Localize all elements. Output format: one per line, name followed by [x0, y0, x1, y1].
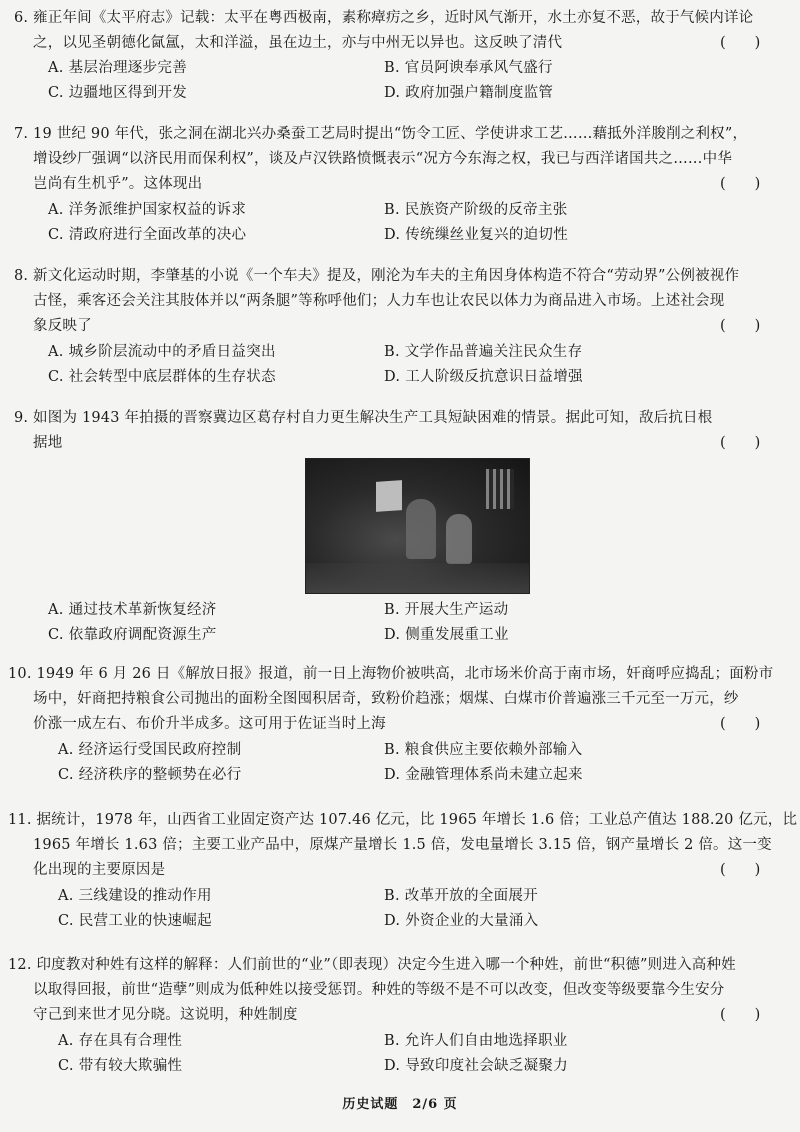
option-d: D. 工人阶级反抗意识日益增强 — [384, 369, 583, 385]
historical-photo — [305, 458, 530, 594]
option-b: B. 文学作品普遍关注民众生存 — [384, 344, 583, 360]
photo-window — [486, 469, 514, 509]
option-d: D. 侧重发展重工业 — [384, 627, 509, 643]
option-c: C. 依靠政府调配资源生产 — [48, 627, 217, 643]
question-8-line-2: 古怪，乘客还会关注其肢体并以“两条腿”等称呼他们；人力车也让农民以体力为商品进入市场。上述社会现 — [33, 293, 725, 309]
question-10-line-3: 价涨一成左右、布价升半成多。这可用于佐证当时上海 — [33, 716, 386, 732]
option-d: D. 政府加强户籍制度监管 — [384, 85, 554, 101]
question-11-line-2: 1965 年增长 1.63 倍；主要工业产品中，原煤产量增长 1.5 倍，发电量增长 3.15 倍，钢产量增长 2 倍。这一变 — [33, 837, 772, 853]
option-d: D. 传统缫丝业复兴的迫切性 — [384, 227, 569, 243]
answer-paren: ( ) — [720, 318, 761, 334]
question-7-line-3: 岂尚有生机乎”。这体现出 — [33, 176, 203, 192]
question-7-line-1: 7. 19 世纪 90 年代，张之洞在湖北兴办桑蚕工艺局时提出“饬令工匠、学使讲求工艺……藉抵外洋朘削之利权”， — [14, 126, 748, 142]
option-b: B. 改革开放的全面展开 — [384, 888, 538, 904]
option-d: D. 导致印度社会缺乏凝聚力 — [384, 1058, 569, 1074]
question-11-line-3: 化出现的主要原因是 — [33, 862, 166, 878]
option-d: D. 金融管理体系尚未建立起来 — [384, 767, 583, 783]
option-b: B. 民族资产阶级的反帝主张 — [384, 202, 568, 218]
option-a: A. 三线建设的推动作用 — [58, 888, 212, 904]
question-11-line-1: 11. 据统计，1978 年，山西省工业固定资产达 107.46 亿元，比 1965 年增长 1.6 倍；工业总产值达 188.20 亿元，比 — [8, 812, 798, 828]
answer-paren: ( ) — [720, 716, 761, 732]
page-footer: 历史试题 2/6 页 — [342, 1097, 458, 1112]
option-c: C. 带有较大欺骗性 — [58, 1058, 183, 1074]
option-c: C. 清政府进行全面改革的决心 — [48, 227, 247, 243]
option-c: C. 社会转型中底层群体的生存状态 — [48, 369, 276, 385]
option-a: A. 城乡阶层流动中的矛盾日益突出 — [48, 344, 276, 360]
question-8-line-1: 8. 新文化运动时期，李肇基的小说《一个车夫》提及，刚沦为车夫的主角因身体构造不符合“劳动界”公例被视作 — [14, 268, 740, 284]
photo-floor — [306, 563, 529, 593]
photo-figure — [446, 514, 472, 564]
question-10-line-2: 场中，奸商把持粮食公司抛出的面粉全图囤积居奇，致粉价趋涨；烟煤、白煤市价普遍涨三千元至一万元，纱 — [33, 691, 739, 707]
answer-paren: ( ) — [720, 862, 761, 878]
option-d: D. 外资企业的大量涌入 — [384, 913, 539, 929]
question-12-line-1: 12. 印度教对种姓有这样的解释：人们前世的“业”（即表现）决定今生进入哪一个种姓，前世“积德”则进入高种姓 — [8, 957, 736, 973]
question-8-line-3: 象反映了 — [33, 318, 92, 334]
question-9-line-2: 据地 — [33, 435, 63, 451]
question-6-line-2: 之，以见圣朝德化氤氲，太和洋溢，虽在边土，亦与中州无以异也。这反映了清代 — [33, 35, 563, 51]
option-a: A. 通过技术革新恢复经济 — [48, 602, 217, 618]
question-9-line-1: 9. 如图为 1943 年拍摄的晋察冀边区葛存村自力更生解决生产工具短缺困难的情景。据此可知，敌后抗日根 — [14, 410, 713, 426]
option-b: B. 粮食供应主要依赖外部输入 — [384, 742, 583, 758]
question-7-line-2: 增设纱厂强调“以济民用而保利权”，谈及卢汉铁路愤慨表示“况方今东海之权，我已与西洋诸国共之……中华 — [33, 151, 733, 167]
option-c: C. 经济秩序的整顿势在必行 — [58, 767, 242, 783]
answer-paren: ( ) — [720, 176, 761, 192]
answer-paren: ( ) — [720, 435, 761, 451]
option-b: B. 官员阿谀奉承风气盛行 — [384, 60, 553, 76]
option-c: C. 边疆地区得到开发 — [48, 85, 188, 101]
option-a: A. 基层治理逐步完善 — [48, 60, 187, 76]
question-6-line-1: 6. 雍正年间《太平府志》记载：太平在粤西极南，素称瘴疠之乡，近时风气渐开，水土亦复不恶，故于气候内详论 — [14, 10, 754, 26]
answer-paren: ( ) — [720, 1007, 761, 1023]
option-b: B. 开展大生产运动 — [384, 602, 509, 618]
answer-paren: ( ) — [720, 35, 761, 51]
option-c: C. 民营工业的快速崛起 — [58, 913, 212, 929]
option-a: A. 经济运行受国民政府控制 — [58, 742, 242, 758]
option-b: B. 允许人们自由地选择职业 — [384, 1033, 568, 1049]
option-a: A. 存在具有合理性 — [58, 1033, 183, 1049]
question-12-line-3: 守己到来世才见分晓。这说明，种姓制度 — [33, 1007, 298, 1023]
photo-board — [376, 480, 402, 512]
photo-figure — [406, 499, 436, 559]
question-10-line-1: 10. 1949 年 6 月 26 日《解放日报》报道，前一日上海物价被哄高，北市场米价高于南市场，奸商呼应捣乱；面粉市 — [8, 666, 774, 682]
option-a: A. 洋务派维护国家权益的诉求 — [48, 202, 247, 218]
question-12-line-2: 以取得回报，前世“造孽”则成为低种姓以接受惩罚。种姓的等级不是不可以改变，但改变等级要靠今生安分 — [33, 982, 725, 998]
